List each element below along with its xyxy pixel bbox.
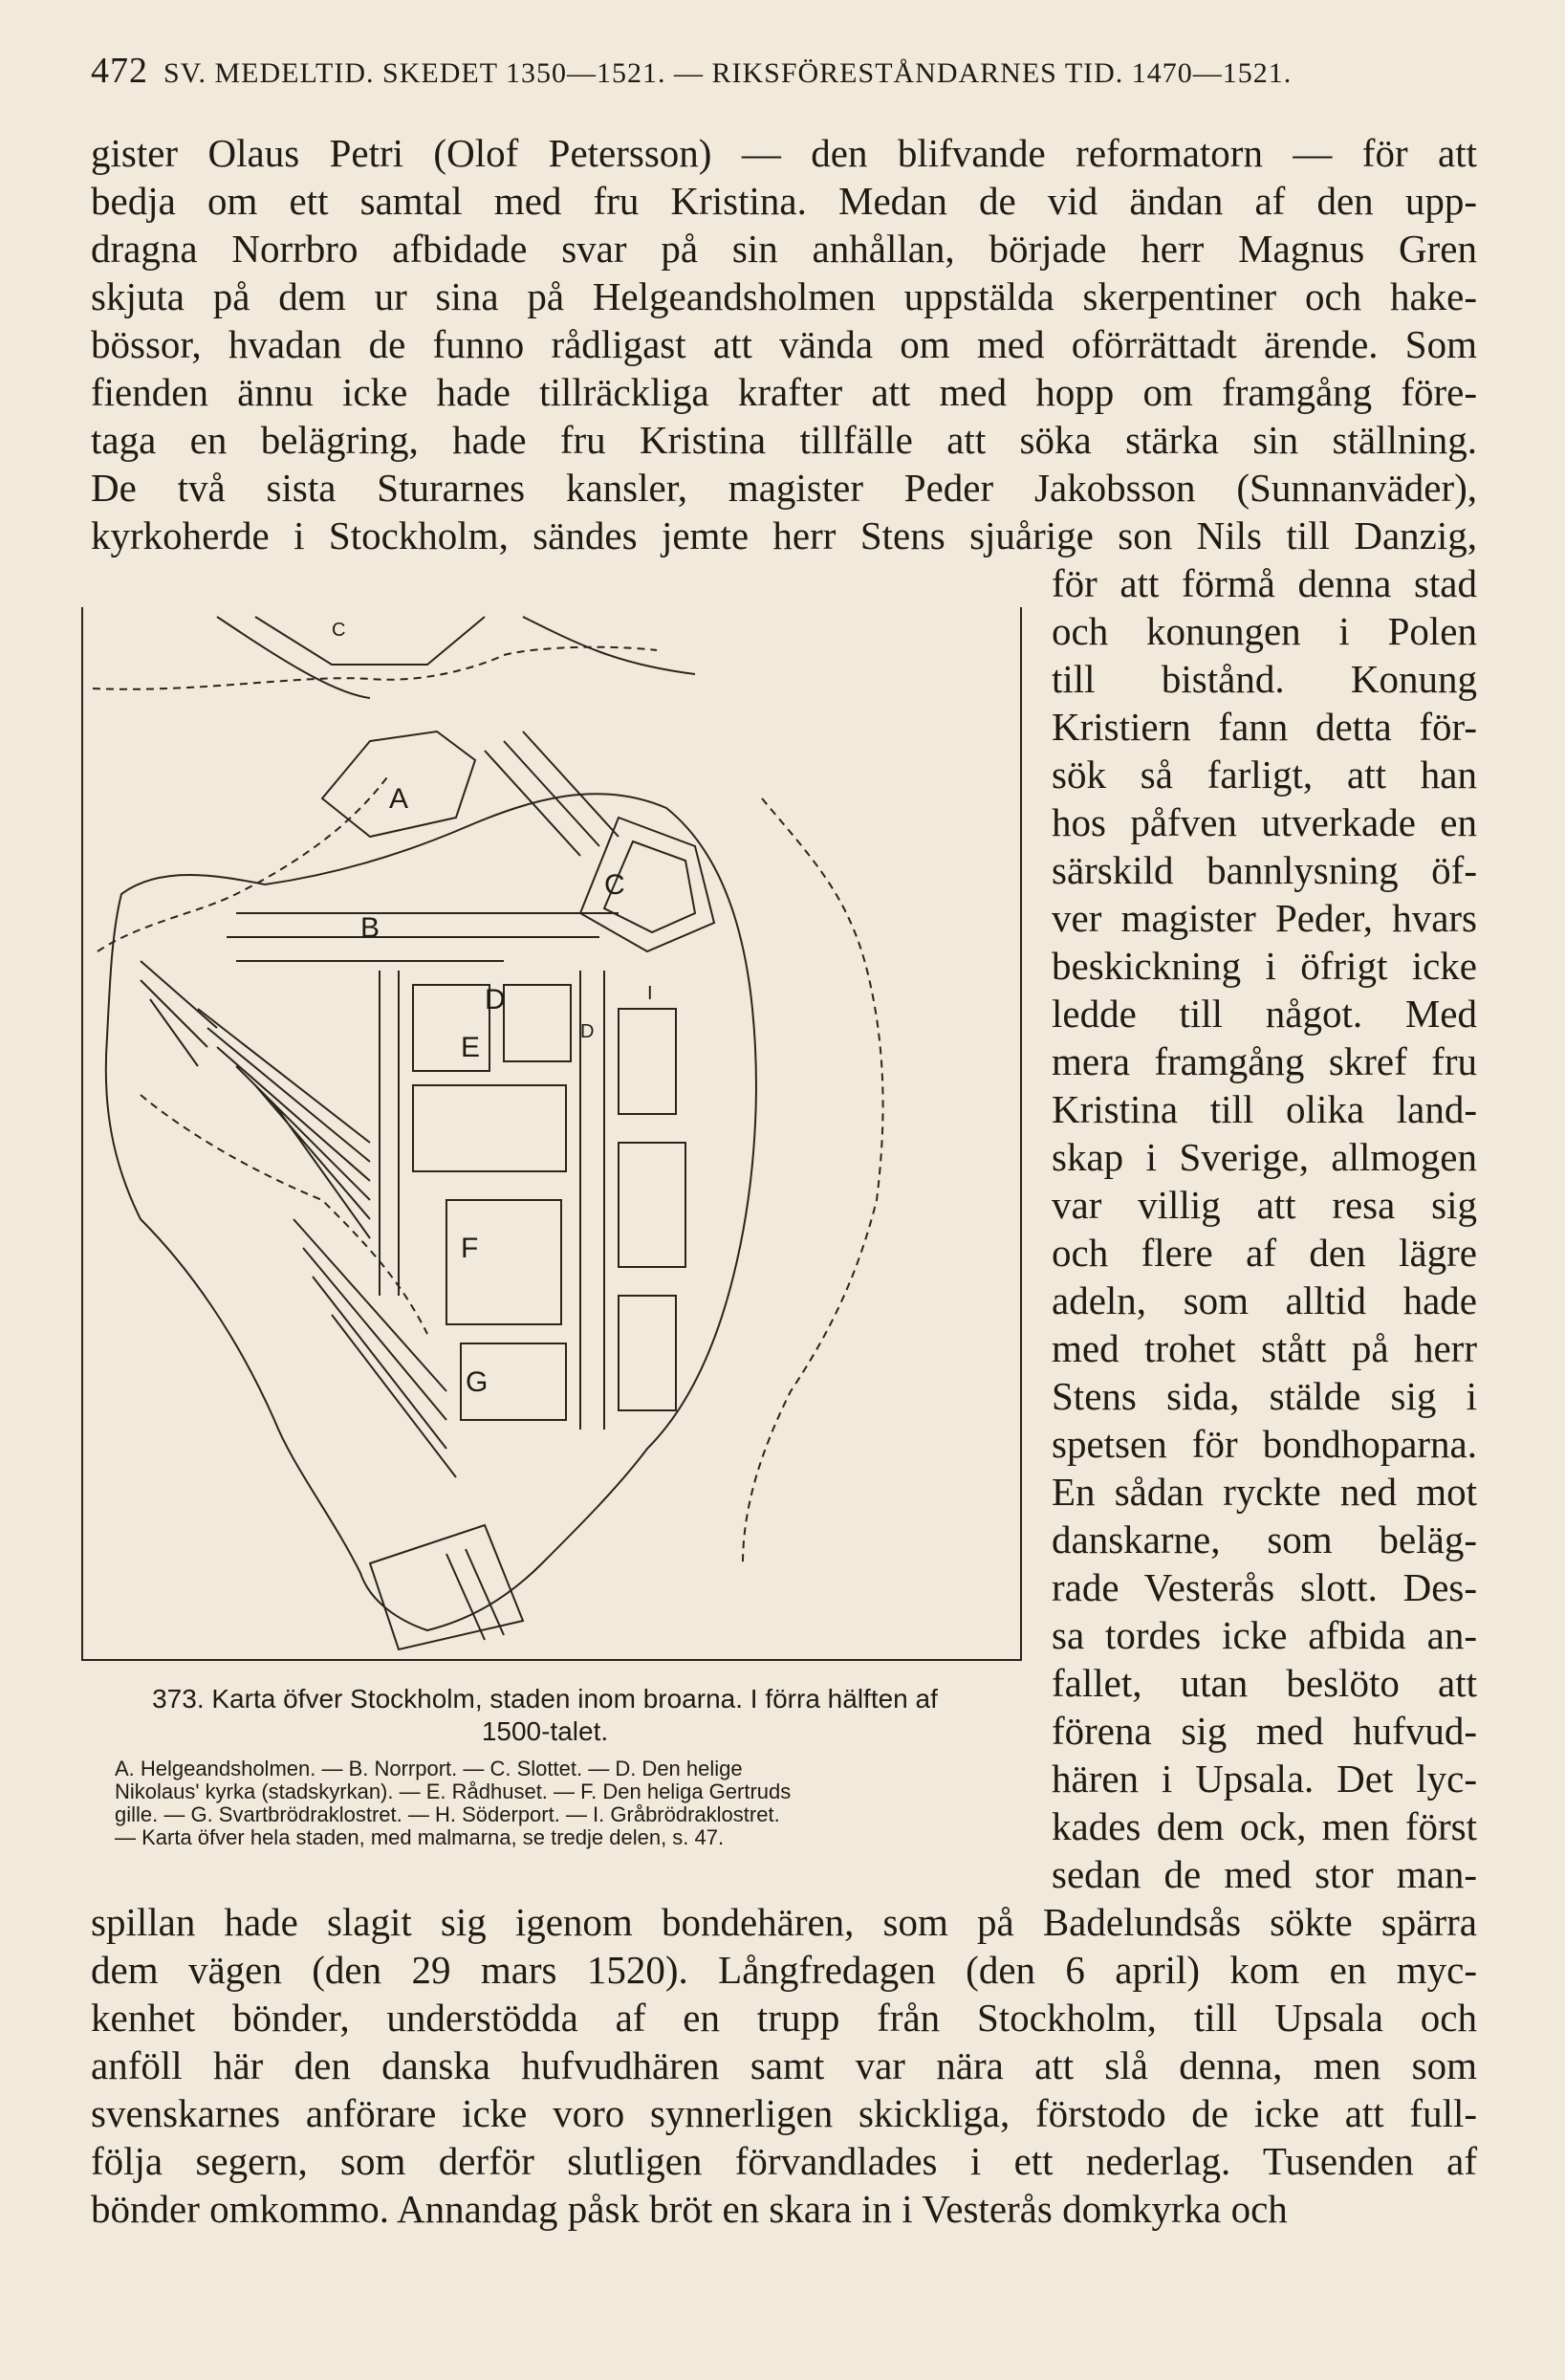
map-label-c-small: C bbox=[332, 620, 346, 641]
text-line: dragna Norrbro afbidade svar på sin anhållan, började herr Magnus Gren bbox=[91, 227, 1477, 271]
text-line: Kristina till olika land- bbox=[1052, 1087, 1477, 1131]
shoreline-west bbox=[98, 775, 389, 951]
text-line: Kristiern fann detta för- bbox=[1052, 705, 1477, 749]
alley-hatching-south bbox=[293, 1219, 456, 1477]
legend-line: — Karta öfver hela staden, med malmarna, se tredje delen, s. 47. bbox=[115, 1825, 725, 1849]
city-block bbox=[619, 1296, 676, 1410]
shoreline-east bbox=[743, 798, 883, 1563]
legend-line: gille. — G. Svartbrödraklostret. — H. Söderport. — I. Gråbrödraklostret. bbox=[115, 1802, 780, 1826]
city-block bbox=[619, 1143, 685, 1267]
text-line: sök så farligt, att han bbox=[1052, 753, 1477, 797]
text-line: kades dem ock, men först bbox=[1052, 1804, 1477, 1848]
text-line: svenskarnes anförare icke voro synnerligen skickliga, förstodo de icke att full- bbox=[91, 2091, 1477, 2135]
text-line: var villig att resa sig bbox=[1052, 1183, 1477, 1227]
text-line: förena sig med hufvud- bbox=[1052, 1709, 1477, 1753]
legend-line: A. Helgeandsholmen. — B. Norrport. — C. Slottet. — D. Den helige bbox=[115, 1757, 743, 1780]
text-line: och konungen i Polen bbox=[1052, 609, 1477, 653]
map-figure bbox=[81, 607, 1022, 1661]
page-number: 472 bbox=[91, 51, 148, 91]
text-line: rade Vesterås slott. Des- bbox=[1052, 1565, 1477, 1609]
caption-title: 373. Karta öfver Stockholm, staden inom broarna. I förra hälften af 1500-talet. bbox=[152, 1684, 938, 1746]
map-label-a: A bbox=[389, 783, 409, 815]
text-line: hos påfven utverkade en bbox=[1052, 800, 1477, 844]
text-line: sa tordes icke afbida an- bbox=[1052, 1613, 1477, 1657]
channel-line bbox=[523, 617, 695, 674]
text-line: kyrkoherde i Stockholm, sändes jemte herr Stens sjuårige son Nils till Danzig, bbox=[91, 513, 1477, 557]
text-line: Stens sida, stälde sig i bbox=[1052, 1374, 1477, 1418]
map-label-c: C bbox=[604, 869, 625, 901]
text-line: En sådan ryckte ned mot bbox=[1052, 1470, 1477, 1514]
figure-caption bbox=[115, 1683, 975, 1849]
running-header bbox=[91, 50, 1487, 92]
text-line: mera framgång skref fru bbox=[1052, 1039, 1477, 1083]
city-block bbox=[504, 985, 571, 1061]
channel-north bbox=[255, 617, 485, 665]
text-line: bedja om ett samtal med fru Kristina. Medan de vid ändan af den upp- bbox=[91, 179, 1477, 223]
text-line: för att förmå denna stad bbox=[1052, 561, 1477, 605]
castle-block bbox=[580, 818, 714, 951]
text-line: taga en belägring, hade fru Kristina tillfälle att söka stärka sin ställning. bbox=[91, 418, 1477, 462]
text-line: bönder omkommo. Annandag påsk bröt en skara in i Vesterås domkyrka och bbox=[91, 2187, 1288, 2231]
text-line: bössor, hvadan de funno rådligast att vända om med oförrättadt ärende. Som bbox=[91, 322, 1477, 366]
stockholm-map-drawing bbox=[83, 607, 1020, 1659]
legend-line: Nikolaus' kyrka (stadskyrkan). — E. Rådhuset. — F. Den heliga Gertruds bbox=[115, 1780, 792, 1803]
running-title: SV. MEDELTID. SKEDET 1350—1521. — RIKSFÖRESTÅNDARNES TID. 1470—1521. bbox=[163, 57, 1293, 89]
text-line: kenhet bönder, understödda af en trupp från Stockholm, till Upsala och bbox=[91, 1996, 1477, 2040]
shoreline-north bbox=[93, 647, 657, 689]
map-label-b: B bbox=[360, 912, 380, 944]
text-line: skjuta på dem ur sina på Helgeandsholmen uppstälda skerpentiner och hake- bbox=[91, 274, 1477, 318]
alley-hatching-west bbox=[198, 1009, 370, 1238]
text-line: spillan hade slagit sig igenom bondehären, som på Badelundsås sökte spärra bbox=[91, 1900, 1477, 1944]
shoreline-southwest bbox=[141, 1095, 427, 1334]
city-block bbox=[413, 1085, 566, 1171]
text-line: fallet, utan beslöto att bbox=[1052, 1661, 1477, 1705]
text-line: anföll här den danska hufvudhären samt var nära att slå denna, men som bbox=[91, 2043, 1477, 2087]
map-label-d-small: D bbox=[580, 1021, 595, 1042]
text-line: adeln, som alltid hade bbox=[1052, 1278, 1477, 1322]
caption-legend bbox=[115, 1758, 975, 1849]
text-line: beskickning i öfrigt icke bbox=[1052, 944, 1477, 988]
text-line: De två sista Sturarnes kansler, magister Peder Jakobsson (Sunnanväder), bbox=[91, 466, 1477, 510]
city-block bbox=[619, 1009, 676, 1114]
main-island-outline bbox=[106, 794, 756, 1630]
text-line: danskarne, som beläg- bbox=[1052, 1518, 1477, 1561]
map-label-e: E bbox=[461, 1032, 481, 1063]
map-label-g: G bbox=[466, 1366, 489, 1398]
text-line: ledde till något. Med bbox=[1052, 992, 1477, 1036]
text-line: följa segern, som derför slutligen förvandlades i ett nederlag. Tusenden af bbox=[91, 2139, 1477, 2183]
text-line: skap i Sverige, allmogen bbox=[1052, 1135, 1477, 1179]
text-line: hären i Upsala. Det lyc- bbox=[1052, 1757, 1477, 1801]
text-line: till bistånd. Konung bbox=[1052, 657, 1477, 701]
south-port bbox=[370, 1525, 523, 1649]
map-label-i: I bbox=[647, 983, 653, 1004]
text-line: sedan de med stor man- bbox=[1052, 1852, 1477, 1896]
map-label-d: D bbox=[485, 984, 506, 1015]
text-line: gister Olaus Petri (Olof Petersson) — den blifvande reformatorn — för att bbox=[91, 131, 1477, 175]
text-line: med trohet stått på herr bbox=[1052, 1326, 1477, 1370]
text-line: spetsen för bondhoparna. bbox=[1052, 1422, 1477, 1466]
map-label-f: F bbox=[461, 1233, 479, 1264]
text-line: och flere af den lägre bbox=[1052, 1231, 1477, 1275]
text-line: dem vägen (den 29 mars 1520). Långfredagen (den 6 april) kom en myc- bbox=[91, 1948, 1477, 1992]
text-line: särskild bannlysning öf- bbox=[1052, 848, 1477, 892]
text-line: ver magister Peder, hvars bbox=[1052, 896, 1477, 940]
channel-line bbox=[217, 617, 370, 698]
text-line: fienden ännu icke hade tillräckliga krafter att med hopp om framgång före- bbox=[91, 370, 1477, 414]
